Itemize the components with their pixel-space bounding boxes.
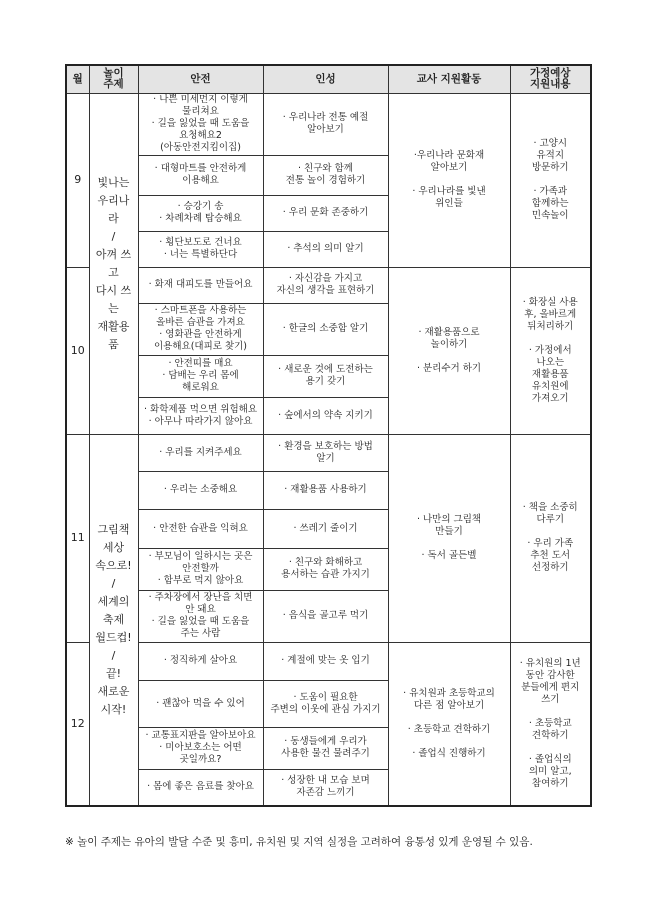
home-support-cell: · 책을 소중히 다루기 · 우리 가족 추천 도서 선정하기 (510, 434, 591, 642)
character-cell: · 한글의 소중함 알기 (263, 303, 388, 355)
character-cell: · 환경을 보호하는 방법 알기 (263, 434, 388, 471)
teacher-activity-cell: ·우리나라 문화재 알아보기 · 우리나라를 빛낸 위인들 (388, 93, 510, 267)
safety-cell: · 주차장에서 장난을 치면 안 돼요 · 길을 잃었을 때 도움을 주는 사람 (138, 590, 263, 642)
character-cell: · 쓰레기 줄이기 (263, 509, 388, 548)
safety-cell: · 스마트폰을 사용하는 올바른 습관을 가져요 · 영화관을 안전하게 이용해요(대피로 찾기) (138, 303, 263, 355)
character-cell: · 동생들에게 우리가 사용한 물건 물려주기 (263, 727, 388, 769)
home-support-cell: · 화장실 사용 후, 올바르게 뒤처리하기 · 가정에서 나오는 재활용품 유치원에 가져오기 (510, 267, 591, 434)
header-teacher-activity: 교사 지원활동 (388, 65, 510, 93)
teacher-activity-cell: · 재활용품으로 놀이하기 · 분리수거 하기 (388, 267, 510, 434)
character-cell: · 자신감을 가지고 자신의 생각을 표현하기 (263, 267, 388, 303)
safety-cell: · 우리는 소중해요 (138, 471, 263, 509)
character-cell: · 숲에서의 약속 지키기 (263, 397, 388, 434)
safety-cell: · 괜찮아 먹을 수 있어 (138, 680, 263, 727)
character-cell: · 친구와 화해하고 용서하는 습관 가지기 (263, 548, 388, 590)
home-support-cell: · 고양시 유적지 방문하기 · 가족과 함께하는 민속놀이 (510, 93, 591, 267)
safety-cell: · 안전한 습관을 익혀요 (138, 509, 263, 548)
safety-cell: · 안전띠를 매요 · 담배는 우리 몸에 해로워요 (138, 355, 263, 397)
header-safety: 안전 (138, 65, 263, 93)
character-cell: · 우리 문화 존중하기 (263, 195, 388, 231)
safety-cell: · 횡단보도로 건너요 · 너는 특별하단다 (138, 231, 263, 267)
month-cell: 9 (66, 93, 89, 267)
table-row (66, 434, 591, 471)
safety-cell: · 승강기 송 · 차례차례 탑승해요 (138, 195, 263, 231)
character-cell: · 재활용품 사용하기 (263, 471, 388, 509)
character-cell: · 우리나라 전통 예절 알아보기 (263, 93, 388, 155)
safety-cell: · 정직하게 살아요 (138, 642, 263, 680)
header-home-support: 가정예상 지원내용 (510, 65, 591, 93)
theme-cell: 빛나는 우리나 라 / 아껴 쓰고 다시 쓰는 재활용 품 (89, 93, 138, 434)
safety-cell: · 대형마트를 안전하게 이용해요 (138, 155, 263, 195)
table-row (66, 93, 591, 155)
header-row (66, 65, 591, 93)
header-month: 월 (66, 65, 89, 93)
character-cell: · 계절에 맞는 옷 입기 (263, 642, 388, 680)
header-theme: 놀이 주제 (89, 65, 138, 93)
teacher-activity-cell: · 유치원과 초등학교의 다른 점 알아보기 · 초등학교 견학하기 · 졸업식 진행하기 (388, 642, 510, 806)
safety-cell: · 나쁜 미세먼지 이렇게 물리쳐요 · 길을 잃었을 때 도움을 요청해요2 (아동안전지킴이집) (138, 93, 263, 155)
table-row (66, 267, 591, 303)
table-row (66, 642, 591, 680)
month-cell: 12 (66, 642, 89, 806)
safety-cell: · 부모님이 일하시는 곳은 안전할까 · 함부로 먹지 않아요 (138, 548, 263, 590)
character-cell: · 새로운 것에 도전하는 용기 갖기 (263, 355, 388, 397)
safety-cell: · 교통표지판을 알아보아요 · 미아보호소는 어떤 곳일까요? (138, 727, 263, 769)
safety-cell: · 화재 대피도를 만들어요 (138, 267, 263, 303)
character-cell: · 추석의 의미 알기 (263, 231, 388, 267)
character-cell: · 친구와 함께 전통 놀이 경험하기 (263, 155, 388, 195)
footnote: ※ 놀이 주제는 유아의 발달 수준 및 흥미, 유치원 및 지역 실정을 고려하여 융통성 있게 운영될 수 있음. (65, 836, 533, 848)
safety-cell: · 화학제품 먹으면 위험해요 · 아무나 따라가지 않아요 (138, 397, 263, 434)
character-cell: · 성장한 내 모습 보며 자존감 느끼기 (263, 769, 388, 806)
safety-cell: · 우리를 지켜주세요 (138, 434, 263, 471)
month-cell: 11 (66, 434, 89, 642)
theme-cell: 그림책 세상 속으로! / 세계의 축제 월드컵! / 끝! 새로운 시작! (89, 434, 138, 806)
teacher-activity-cell: · 나만의 그림책 만들기 · 독서 골든벨 (388, 434, 510, 642)
month-cell: 10 (66, 267, 89, 434)
character-cell: · 도움이 필요한 주변의 이웃에 관심 가지기 (263, 680, 388, 727)
home-support-cell: · 유치원의 1년 동안 감사한 분들에게 편지 쓰기 · 초등학교 견학하기 · 졸업식의 의미 알고, 참여하기 (510, 642, 591, 806)
safety-cell: · 몸에 좋은 음료를 찾아요 (138, 769, 263, 806)
header-character: 인성 (263, 65, 388, 93)
curriculum-plan-table (65, 64, 592, 807)
character-cell: · 음식을 골고루 먹기 (263, 590, 388, 642)
